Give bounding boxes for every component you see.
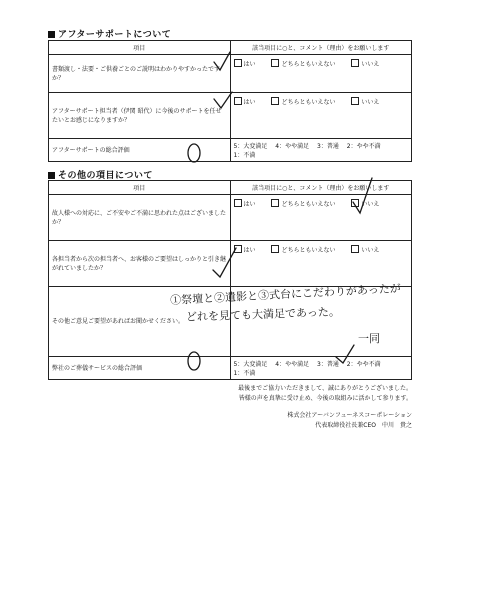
rating-2[interactable]: 2：やや不満 (346, 143, 381, 150)
check-mark (336, 345, 354, 363)
rating-2[interactable]: 2：やや不満 (346, 361, 381, 368)
option-yes[interactable]: はい (234, 199, 256, 208)
option-yes[interactable]: はい (234, 97, 256, 106)
option-yes[interactable]: はい (234, 59, 256, 68)
company-signature (287, 411, 412, 431)
column-header-instruction: 該当項目に○と、コメント（理由）をお願いします (230, 41, 412, 55)
handwritten-comment-line1: ①祭壇と②遺影と③式台にこだわりがあったが (169, 281, 402, 308)
rating-5[interactable]: 5：大変満足 (233, 361, 268, 368)
option-no[interactable]: いいえ (351, 245, 379, 254)
section-title-after-support: アフターサポートについて (48, 27, 171, 40)
circle-mark (188, 352, 200, 370)
option-neutral[interactable]: どちらともいえない (271, 199, 335, 208)
rating-3[interactable]: 3：普通 (317, 143, 339, 150)
circle-mark (188, 144, 200, 162)
handwritten-comment-line2: どれを見ても大満足であった。 (185, 305, 341, 324)
column-header-item: 項目 (49, 41, 231, 55)
question-text: アフターサポート担当者（伊関 昭代）に今後のサポートを任せたいとお感じになりますか？ (49, 93, 231, 139)
rating-3[interactable]: 3：普通 (317, 361, 339, 368)
closing-message (238, 384, 412, 404)
option-neutral[interactable]: どちらともいえない (271, 97, 335, 106)
question-text: その他ご意見ご要望があればお聞かせください。 (49, 287, 231, 357)
section-title-other-items: その他の項目について (48, 168, 153, 181)
closing-line2: 皆様の声を真摯に受け止め、今後の取組みに活かして参ります。 (238, 395, 412, 402)
check-mark (214, 52, 230, 70)
question-text: 各担当者から次の担当者へ、お客様のご要望はしっかりと引き継がれていましたか？ (49, 241, 231, 287)
column-header-item: 項目 (49, 181, 231, 195)
check-mark (353, 178, 372, 213)
rating-4[interactable]: 4：やや満足 (275, 361, 310, 368)
rating-1[interactable]: 1：不満 (233, 370, 256, 377)
option-neutral[interactable]: どちらともいえない (271, 245, 335, 254)
question-text: 書類渡し・法要・ご供養ごとのご説明はわかりやすかったですか？ (49, 55, 231, 93)
rating-1[interactable]: 1：不満 (233, 152, 256, 159)
check-mark (213, 248, 236, 277)
option-no[interactable]: いいえ (351, 97, 379, 106)
column-header-instruction: 該当項目に○と、コメント（理由）をお願いします (230, 181, 412, 195)
closing-line1: 最後までご協力いただきまして、誠にありがとうございました。 (238, 385, 412, 392)
rating-4[interactable]: 4：やや満足 (275, 143, 310, 150)
overall-label: 弊社のご葬儀サービスの総合評価 (49, 357, 231, 380)
overall-label: アフターサポートの総合評価 (49, 139, 231, 162)
ceo-name: 代表取締役社長兼CEO 中川 貴之 (315, 422, 412, 429)
option-neutral[interactable]: どちらともいえない (271, 59, 335, 68)
option-no[interactable]: いいえ (351, 59, 379, 68)
option-no[interactable]: いいえ (351, 199, 379, 208)
handwritten-signature: 一同 (358, 332, 380, 345)
check-mark (214, 92, 232, 108)
question-text: 故人様への対応に、ご不安やご不満に思われた点はございましたか？ (49, 195, 231, 241)
option-yes[interactable]: はい (234, 245, 256, 254)
company-name: 株式会社アーバンフューネスコーポレーション (287, 412, 412, 419)
rating-5[interactable]: 5：大変満足 (233, 143, 268, 150)
